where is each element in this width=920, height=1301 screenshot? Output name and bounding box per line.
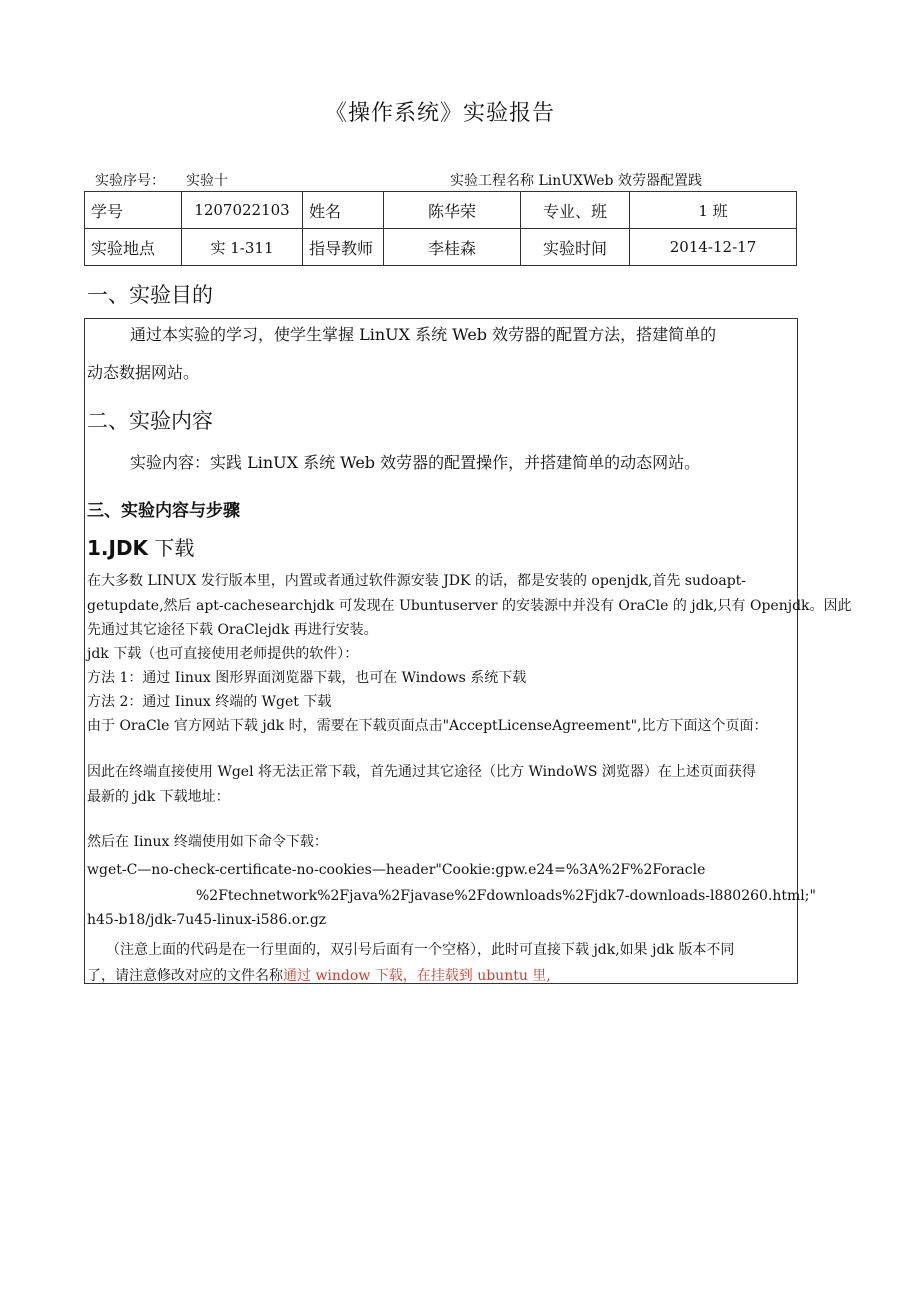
- seq-value: 实验十: [186, 173, 228, 189]
- body-line: 在大多数 LINUX 发行版本里，内置或者通过软件源安装 JDK 的话，都是安装的 openjdk,首先 sudoapt-: [87, 573, 747, 589]
- report-title: 《操作系统》实验报告: [324, 101, 555, 126]
- command-line: %2Ftechnetwork%2Fjava%2Fjavase%2Fdownloads%2Fjdk7-downloads-l880260.html;": [196, 888, 816, 904]
- teacher-value: 李桂森: [384, 229, 521, 266]
- project-name: 实验工程名称 LinUXWeb 效劳器配置践: [450, 173, 702, 189]
- student-id-label: 学号: [85, 192, 182, 229]
- body-line-last: [87, 966, 551, 986]
- body-line: 方法 2：通过 Iinux 终端的 Wget 下载: [87, 694, 332, 710]
- location-label: 实验地点: [85, 229, 182, 266]
- subheading-number: 1.JDK: [87, 536, 149, 560]
- command-line: h45-b18/jdk-7u45-linux-i586.or.gz: [87, 912, 327, 928]
- name-value: 陈华荣: [384, 192, 521, 229]
- body-line: 然后在 Iinux 终端使用如下命令下载：: [87, 834, 328, 850]
- section-heading-content: 二、实验内容: [87, 409, 213, 433]
- date-label: 实验时间: [521, 229, 630, 266]
- teacher-label: 指导教师: [303, 229, 384, 266]
- body-line: 因此在终端直接使用 Wgel 将无法正常下载，首先通过其它途径（比方 WindoWS 浏览器）在上述页面获得: [87, 764, 756, 780]
- student-id-value: 1207022103: [182, 192, 303, 229]
- table-row: [85, 229, 797, 266]
- body-line: getupdate,然后 apt-cachesearchjdk 可发现在 Ubuntuserver 的安装源中并没有 OraCle 的 jdk,只有 Openjdk。因此: [87, 598, 852, 614]
- section-heading-purpose: 一、实验目的: [87, 283, 213, 307]
- location-value: 实 1-311: [182, 229, 303, 266]
- purpose-text-line1: 通过本实验的学习，使学生掌握 LinUX 系统 Web 效劳器的配置方法，搭建简单的: [130, 325, 717, 344]
- seq-label: 实验序号：: [95, 173, 165, 189]
- body-line: 由于 OraCle 官方网站下载 jdk 时，需要在下载页面点击"AcceptLicenseAgreement",比方下面这个页面：: [87, 718, 768, 734]
- body-line: jdk 下载（也可直接使用老师提供的软件）：: [87, 646, 359, 662]
- red-note-text: 通过 window 下载，在挂载到 ubuntu 里,: [283, 968, 551, 984]
- major-class-label: 专业、班: [521, 192, 630, 229]
- subheading-text: 下载: [148, 536, 195, 560]
- date-value: 2014-12-17: [630, 229, 797, 266]
- body-line: 先通过其它途径下载 OraClejdk 再进行安装。: [87, 622, 378, 638]
- class-value: 1 班: [630, 192, 797, 229]
- body-line: 方法 1：通过 Iinux 图形界面浏览器下载，也可在 Windows 系统下载: [87, 670, 527, 686]
- section-heading-steps: 三、实验内容与步骤: [87, 501, 240, 521]
- command-line: wget-C—no-check-certificate-no-cookies—header"Cookie:gpw.e24=%3A%2F%2Foracle: [87, 862, 706, 878]
- content-text: 实验内容：实践 LinUX 系统 Web 效劳器的配置操作，并搭建简单的动态网站。: [130, 453, 701, 472]
- subheading-jdk-download: [87, 532, 194, 561]
- student-info-table: [84, 191, 797, 266]
- table-row: [85, 192, 797, 229]
- purpose-text-line2: 动态数据网站。: [87, 363, 200, 382]
- body-line: （注意上面的代码是在一行里面的，双引号后面有一个空格），此时可直接下载 jdk,如果 jdk 版本不同: [106, 942, 735, 958]
- body-line-text: 了，请注意修改对应的文件名称: [87, 968, 283, 984]
- body-line: 最新的 jdk 下载地址：: [87, 789, 230, 805]
- name-label: 姓名: [303, 192, 384, 229]
